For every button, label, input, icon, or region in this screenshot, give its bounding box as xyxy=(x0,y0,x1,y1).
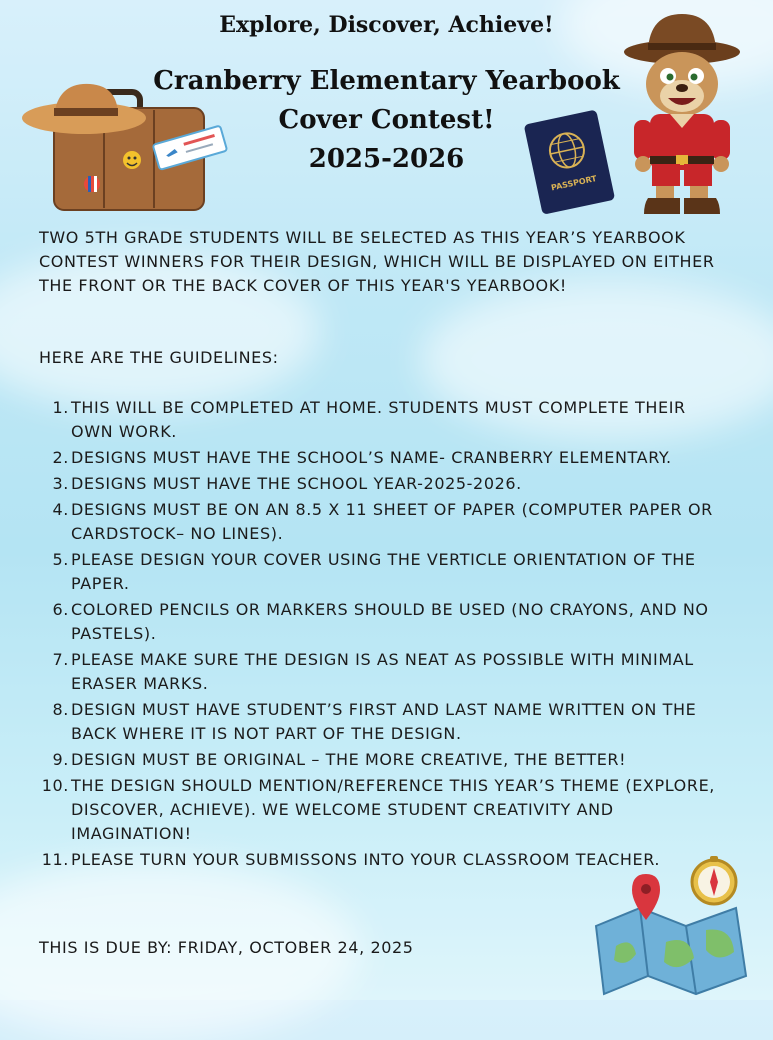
guideline-text: PLEASE MAKE SURE THE DESIGN IS AS NEAT AS POSSIBLE WITH MINIMAL ERASER MARKS. xyxy=(71,650,694,693)
guideline-number: 6. xyxy=(52,600,69,619)
guideline-text: DESIGN MUST HAVE STUDENT’S FIRST AND LAST NAME WRITTEN ON THE BACK WHERE IT IS NOT PART OF THE DESIGN. xyxy=(71,700,697,743)
guidelines-heading: HERE ARE THE GUIDELINES: xyxy=(39,348,279,367)
guideline-item xyxy=(39,548,729,596)
passport-label: PASSPORT xyxy=(550,173,598,193)
guideline-text: DESIGNS MUST BE ON AN 8.5 X 11 SHEET OF PAPER (COMPUTER PAPER OR CARDSTOCK– NO LINES). xyxy=(71,500,713,543)
guidelines-list xyxy=(39,396,729,874)
guideline-number: 10. xyxy=(41,776,69,795)
guideline-number: 3. xyxy=(52,474,69,493)
guideline-item xyxy=(39,598,729,646)
guideline-number: 4. xyxy=(52,500,69,519)
guideline-item xyxy=(39,396,729,444)
guideline-number: 8. xyxy=(52,700,69,719)
contest-intro: TWO 5TH GRADE STUDENTS WILL BE SELECTED AS THIS YEAR’S YEARBOOK CONTEST WINNERS FOR THEIR DESIGN, WHICH WILL BE DISPLAYED ON EITHER THE FRONT OR THE BACK COVER OF THIS YEAR'S YEARBOOK! xyxy=(39,228,715,295)
guideline-number: 1. xyxy=(52,398,69,417)
guideline-item xyxy=(39,498,729,546)
theme-tagline: Explore, Discover, Achieve! xyxy=(219,12,554,38)
guideline-item xyxy=(39,446,729,470)
guideline-text: THE DESIGN SHOULD MENTION/REFERENCE THIS YEAR’S THEME (EXPLORE, DISCOVER, ACHIEVE). WE WELCOME STUDENT CREATIVITY AND IMAGINATION! xyxy=(71,776,715,843)
guideline-item xyxy=(39,774,729,846)
guideline-number: 5. xyxy=(52,550,69,569)
guideline-item xyxy=(39,698,729,746)
guideline-number: 7. xyxy=(52,650,69,669)
due-date: THIS IS DUE BY: FRIDAY, OCTOBER 24, 2025 xyxy=(39,938,414,957)
map-compass-illustration xyxy=(586,856,756,996)
guideline-number: 11. xyxy=(41,850,69,869)
guideline-text: DESIGNS MUST HAVE THE SCHOOL’S NAME- CRANBERRY ELEMENTARY. xyxy=(71,448,672,467)
guideline-text: DESIGNS MUST HAVE THE SCHOOL YEAR-2025-2026. xyxy=(71,474,522,493)
guideline-text: PLEASE DESIGN YOUR COVER USING THE VERTICLE ORIENTATION OF THE PAPER. xyxy=(71,550,696,593)
title-line-3: 2025-2026 xyxy=(308,144,465,174)
guideline-item xyxy=(39,472,729,496)
guideline-text: THIS WILL BE COMPLETED AT HOME. STUDENTS MUST COMPLETE THEIR OWN WORK. xyxy=(71,398,686,441)
guideline-item xyxy=(39,748,729,772)
guideline-text: DESIGN MUST BE ORIGINAL – THE MORE CREATIVE, THE BETTER! xyxy=(71,750,627,769)
guideline-item xyxy=(39,648,729,696)
title-line-2: Cover Contest! xyxy=(278,105,495,135)
passport-illustration xyxy=(518,104,622,216)
guideline-number: 9. xyxy=(52,750,69,769)
guideline-text: PLEASE TURN YOUR SUBMISSONS INTO YOUR CLASSROOM TEACHER. xyxy=(71,850,661,869)
guideline-text: COLORED PENCILS OR MARKERS SHOULD BE USED (NO CRAYONS, AND NO PASTELS). xyxy=(71,600,709,643)
title-line-1: Cranberry Elementary Yearbook xyxy=(153,66,620,96)
guideline-number: 2. xyxy=(52,448,69,467)
suitcase-hat-illustration xyxy=(14,76,232,214)
mascot-illustration xyxy=(620,10,748,220)
